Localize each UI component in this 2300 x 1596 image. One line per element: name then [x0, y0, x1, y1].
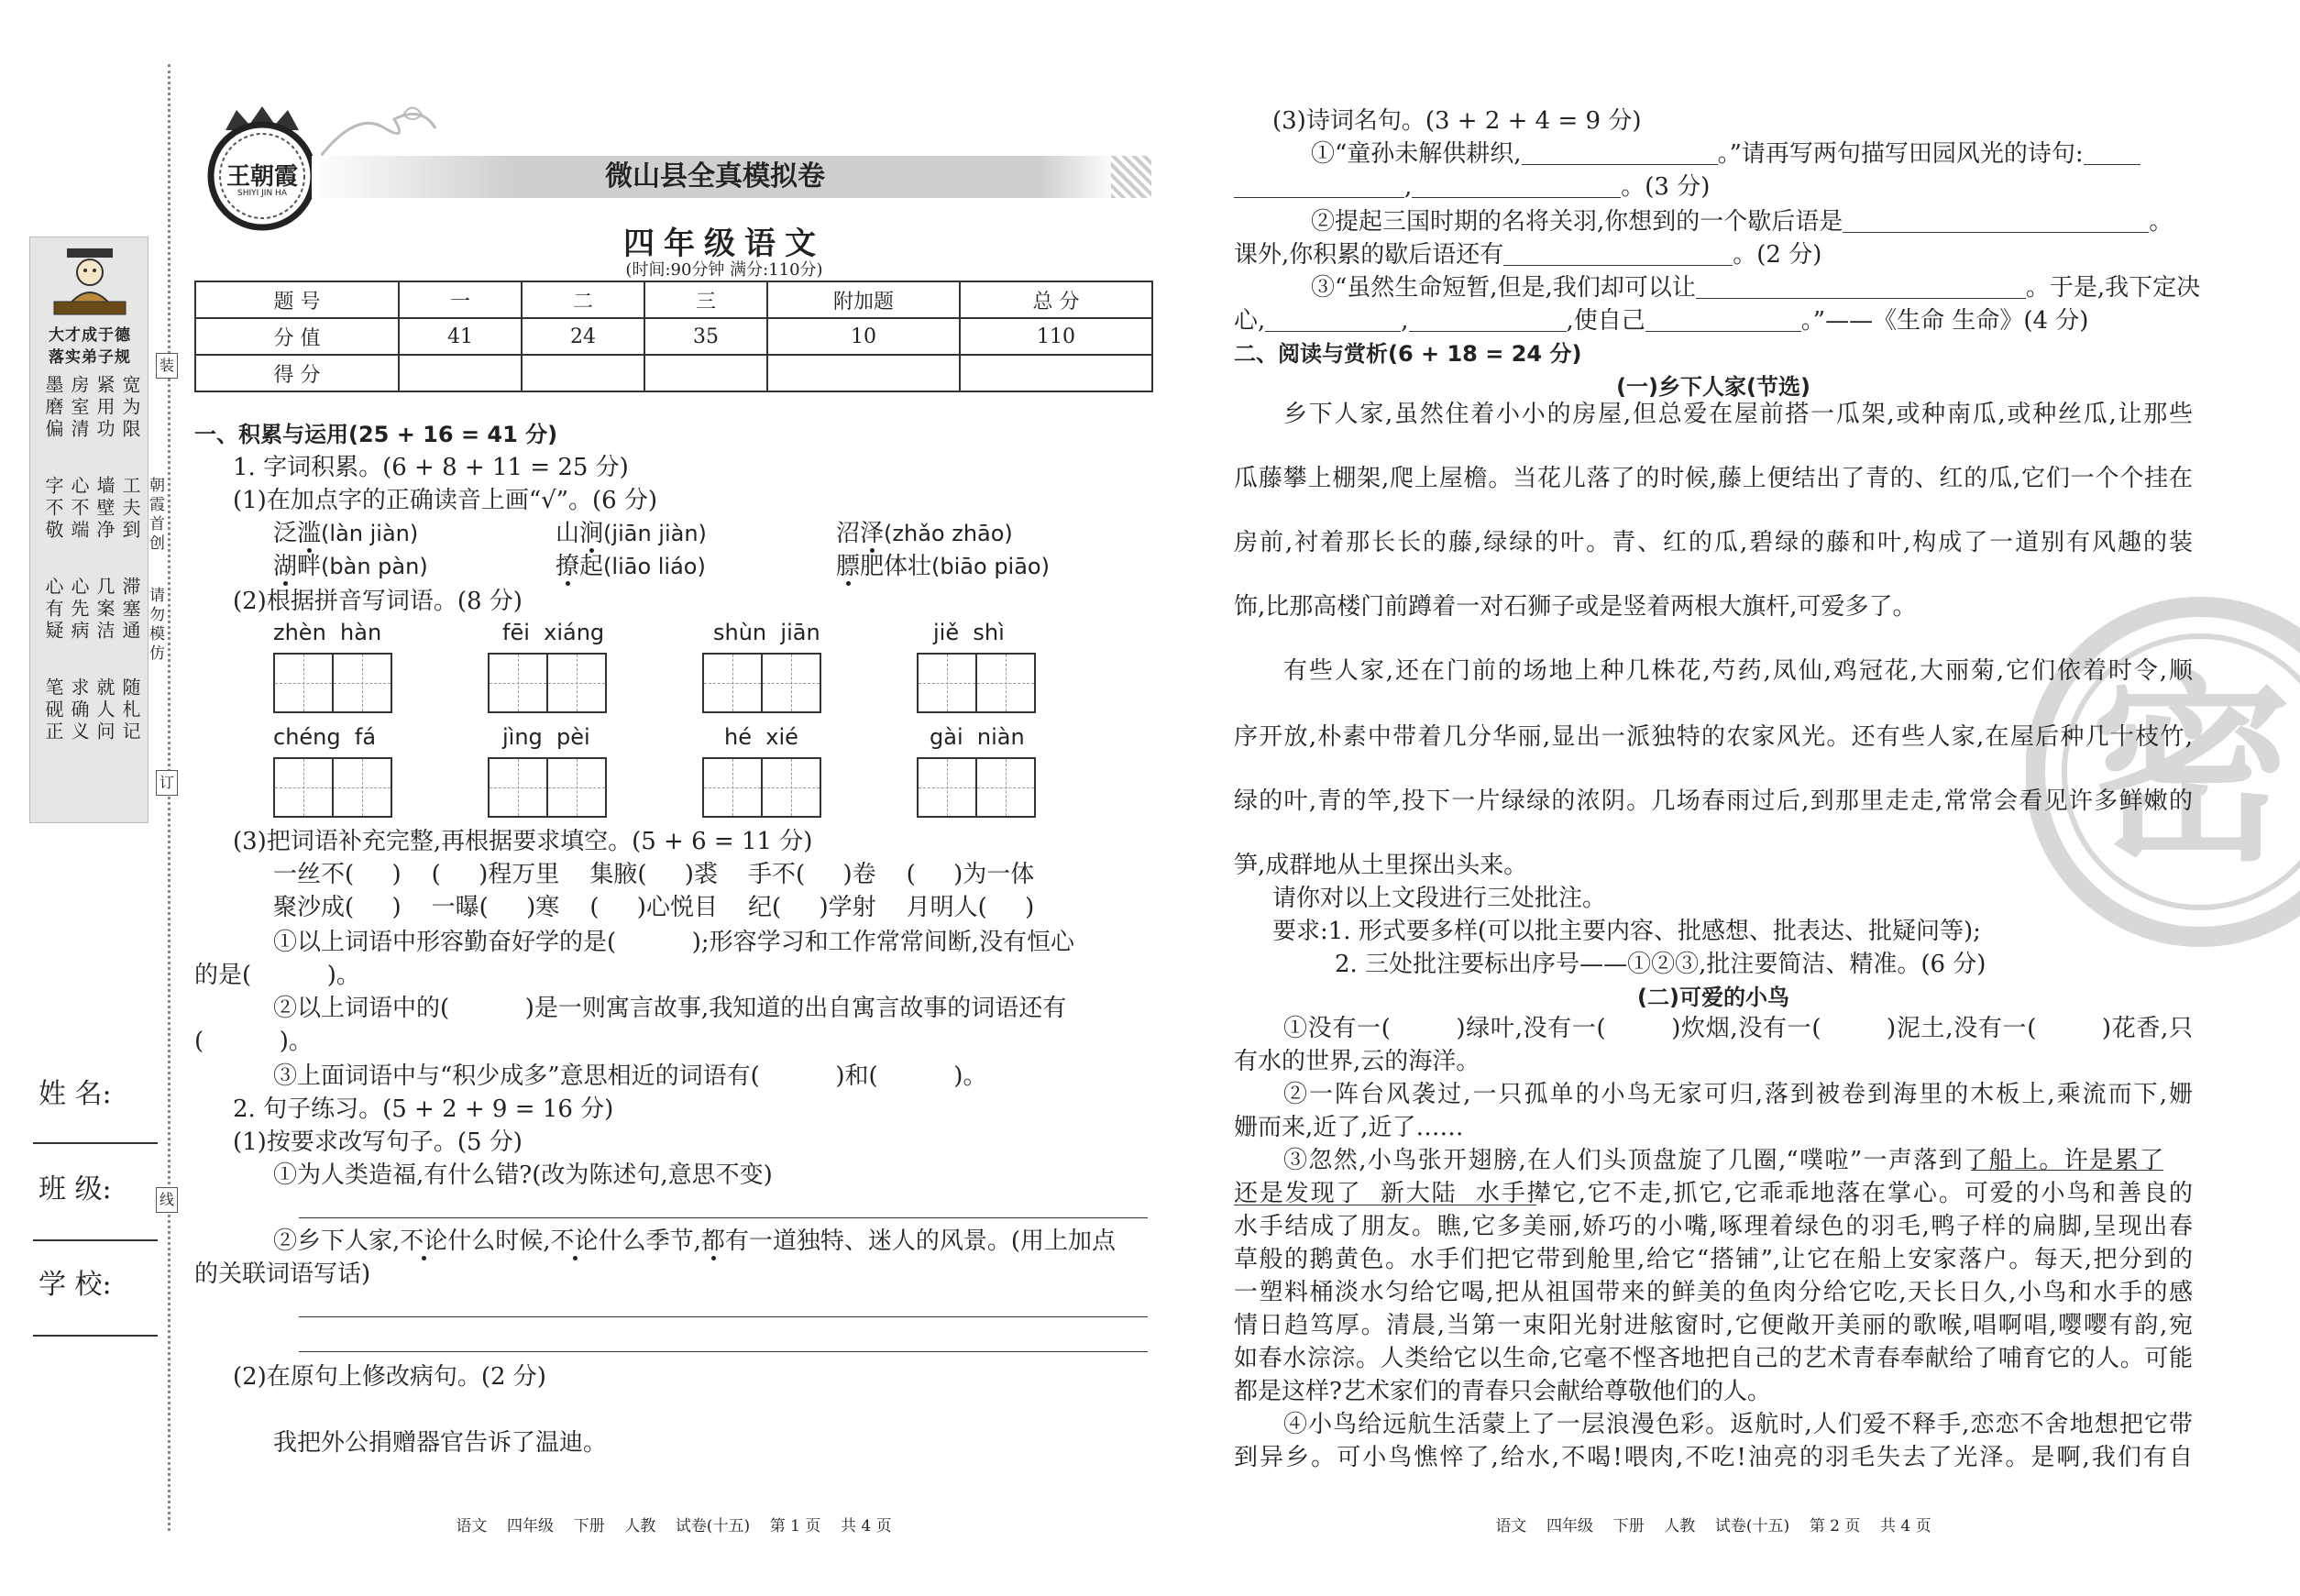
- q1-2-heading: (2)根据拼音写词语。(8 分): [233, 588, 523, 615]
- reading-line: 如春水淙淙。人类给它以生命,它毫不悭吝地把自己的艺术青春奉献给了哺育它的人。可能: [1234, 1345, 2193, 1372]
- page-footer: 语文 四年级 下册 人教 试卷(十五) 第 2 页 共 4 页: [1495, 1517, 1931, 1535]
- reading-line: ②一阵台风袭过,一只孤单的小鸟无家可归,落到被卷到海里的木板上,乘流而下,姗: [1283, 1081, 2193, 1108]
- class-field[interactable]: [33, 1239, 158, 1241]
- reading-line: 乡下人家,虽然住着小小的房屋,但总爱在屋前搭一瓜架,或种南瓜,或种丝瓜,让那些: [1283, 401, 2193, 428]
- answer-line[interactable]: [299, 1217, 1148, 1218]
- couplet: 房室清: [68, 375, 90, 441]
- q2-2-heading: (2)在原句上修改病句。(2 分): [233, 1363, 546, 1391]
- section-1-heading: 一、积累与运用(25 + 16 = 41 分): [194, 422, 558, 447]
- reading-line: 序开放,朴素中带着几分华丽,显出一派独特的农家风光。还有些人家,在屋后种几十枝竹,: [1234, 723, 2193, 751]
- poem-question-2b: 课外,你积累的歇后语还有 。(2 分): [1234, 241, 1822, 269]
- reading-line: 房前,衬着那长长的藤,绿绿的叶。青、红的瓜,碧绿的藤和叶,构成了一道别有风趣的装: [1234, 529, 2193, 556]
- reading-line: ④小鸟给远航生活蒙上了一层浪漫色彩。返航时,人们爱不释手,恋恋不舍地想把它带: [1283, 1411, 2193, 1438]
- logo-subtext: SHIYI JIN HA: [237, 189, 287, 198]
- pinyin-label: gài niàn: [930, 724, 1025, 750]
- writing-grid[interactable]: [917, 653, 1034, 713]
- motto-line-1: 大才成于德: [49, 326, 131, 345]
- watermark-char: 密: [2089, 651, 2292, 888]
- score-input-cell[interactable]: [767, 355, 960, 391]
- couplet: 求确义: [68, 677, 90, 743]
- couplet: 心先病: [68, 577, 90, 643]
- reading-line: 都是这样?艺术家们的青春只会献给尊敬他们的人。: [1234, 1378, 1771, 1405]
- binding-mark-line: 线: [156, 1187, 178, 1213]
- poem-question-3: ③“虽然生命短暂,但是,我们却可以让 。于是,我下定决: [1311, 274, 2201, 302]
- annotation-task: 请你对以上文段进行三处批注。: [1272, 885, 1607, 912]
- score-table-header: [195, 281, 1152, 318]
- couplet: 随札记: [119, 677, 141, 743]
- couplet: 心有疑: [42, 577, 64, 643]
- scholar-figure-icon: [47, 245, 133, 320]
- answer-blank[interactable]: [1412, 174, 1621, 198]
- reading-2-title: (二)可爱的小鸟: [1637, 985, 1789, 1010]
- reading-line: 绿的叶,青的竿,投下一片绿绿的浓阴。几场春雨过后,到那里走走,常常会看见许多鲜嫩的: [1234, 787, 2193, 815]
- sentence-task: ②乡下人家,不论什么时候,不论什么季节,都有一道独特、迷人的风景。(用上加点: [273, 1227, 1116, 1255]
- score-input-cell[interactable]: [644, 355, 767, 391]
- word-item: 山涧(jiān jiàn): [556, 520, 707, 547]
- couplet: 宽为限: [119, 375, 141, 441]
- couplet: 墨磨偏: [42, 375, 64, 441]
- time-info: (时间:90分钟 满分:110分): [625, 260, 823, 280]
- couplet: 心不端: [68, 476, 90, 542]
- motto-panel: [29, 237, 149, 823]
- couplet: 工夫到: [119, 476, 141, 542]
- table-cell: 二: [522, 281, 644, 318]
- score-input-cell[interactable]: [960, 355, 1152, 391]
- reading-line: 一塑料桶淡水匀给它喝,把从祖国带来的鲜美的鱼肉分给它吃,天长日久,小鸟和水手的感: [1234, 1279, 2193, 1306]
- reading-line: 姗而来,近了,近了……: [1234, 1114, 1464, 1141]
- reading-line: 瓜藤攀上棚架,爬上屋檐。当花儿落了的时候,藤上便结出了青的、红的瓜,它们一个个挂在: [1234, 465, 2193, 492]
- name-label: 姓 名:: [39, 1078, 112, 1110]
- subject-title: 四年级语文: [623, 226, 825, 262]
- pinyin-label: fēi xiáng: [502, 620, 605, 645]
- table-cell: 三: [644, 281, 767, 318]
- score-table: [194, 281, 1153, 392]
- idiom-line: 一丝不( ) ( )程万里 集腋( )裘 手不( )卷 ( )为一体: [273, 861, 1035, 888]
- binding-note-1: 朝霞首创: [146, 477, 164, 554]
- binding-dotted-line: [168, 64, 171, 1531]
- banner-pattern: [1111, 156, 1151, 198]
- score-input-cell[interactable]: [522, 355, 644, 391]
- writing-grid[interactable]: [917, 757, 1034, 818]
- fill-question: ②以上词语中的( )是一则寓言故事,我知道的出自寓言故事的词语还有: [273, 995, 1067, 1022]
- pinyin-label: zhèn hàn: [273, 620, 382, 645]
- school-label: 学 校:: [39, 1269, 112, 1301]
- class-label: 班 级:: [39, 1173, 112, 1205]
- answer-line[interactable]: [299, 1351, 1148, 1352]
- pinyin-label: jiě shì: [933, 620, 1005, 645]
- poem-question-2: ②提起三国时期的名将关羽,你想到的一个歇后语是 。: [1311, 208, 2173, 236]
- q2-1-heading: (1)按要求改写句子。(5 分): [233, 1128, 523, 1156]
- fill-question: ①以上词语中形容勤奋好学的是( );形容学习和工作常常间断,没有恒心: [273, 929, 1074, 956]
- table-cell: 一: [399, 281, 522, 318]
- reading-line: 还是发现了 新大陆 水手撵它,它不走,抓它,它乖乖地落在掌心。可爱的小鸟和善良的: [1234, 1180, 2193, 1207]
- poem-question-1: ①“童孙未解供耕织, 。”请再写两句描写田园风光的诗句:: [1311, 138, 2140, 171]
- table-cell: 附加题: [767, 281, 960, 318]
- word-item: 泛滥(làn jiàn): [273, 520, 419, 547]
- sentence-task: 的关联词语写话): [194, 1260, 371, 1288]
- binding-note-2: 请勿模仿: [146, 587, 164, 664]
- answer-blank[interactable]: [1409, 308, 1567, 332]
- sick-sentence: 我把外公捐赠器官告诉了温迪。: [273, 1429, 608, 1457]
- reading-line: 情日趋笃厚。清晨,当第一束阳光射进舷窗时,它便敞开美丽的歌喉,唱啊唱,嘤嘤有韵,宛: [1234, 1312, 2193, 1339]
- word-item: 膘肥体壮(biāo piāo): [836, 553, 1050, 580]
- sentence-task: ①为人类造福,有什么错?(改为陈述句,意思不变): [273, 1161, 773, 1189]
- answer-blank[interactable]: [1696, 275, 2026, 299]
- writing-grid[interactable]: [702, 653, 820, 713]
- table-cell: 35: [644, 318, 767, 355]
- reading-line: 饰,比那高楼门前蹲着一对石狮子或是竖着两根大旗杆,可爱多了。: [1234, 593, 1917, 621]
- poem-question-1b: , 。(3 分): [1234, 171, 1710, 204]
- q1-heading: 1. 字词积累。(6 + 8 + 11 = 25 分): [233, 454, 629, 481]
- couplet: 墙壁净: [94, 476, 116, 542]
- pinyin-label: chéng fá: [273, 724, 377, 750]
- answer-blank[interactable]: [1234, 174, 1404, 198]
- writing-grid[interactable]: [273, 757, 391, 818]
- writing-grid[interactable]: [273, 653, 391, 713]
- writing-grid[interactable]: [702, 757, 820, 818]
- q1-3-heading: (3)把词语补充完整,再根据要求填空。(5 + 6 = 11 分): [233, 828, 813, 855]
- couplet: 几案洁: [94, 577, 116, 643]
- table-cell: 得 分: [195, 355, 399, 391]
- motto-line-2: 落实弟子规: [49, 348, 131, 367]
- q2-heading: 2. 句子练习。(5 + 2 + 9 = 16 分): [233, 1095, 614, 1123]
- word-item: 湖畔(bàn pàn): [273, 553, 428, 580]
- table-cell: 110: [960, 318, 1152, 355]
- answer-blank[interactable]: [1522, 141, 1718, 165]
- score-table-values: [195, 318, 1152, 355]
- couplet: 紧用功: [94, 375, 116, 441]
- answer-line[interactable]: [1971, 1170, 2163, 1171]
- section-2-heading: 二、阅读与赏析(6 + 18 = 24 分): [1234, 341, 1582, 367]
- answer-blank[interactable]: [1645, 308, 1801, 332]
- motto-couplets: [38, 375, 142, 815]
- writing-grid[interactable]: [488, 653, 605, 713]
- couplet: 字不敬: [42, 476, 64, 542]
- table-cell: 41: [399, 318, 522, 355]
- score-input-cell[interactable]: [399, 355, 522, 391]
- fill-question: ③上面词语中与“积少成多”意思相近的词语有( )和( )。: [273, 1062, 987, 1090]
- fill-question: 的是( )。: [194, 962, 360, 989]
- table-cell: 总 分: [960, 281, 1152, 318]
- couplet: 笔砚正: [42, 677, 64, 743]
- reading-line: 有些人家,还在门前的场地上种几株花,芍药,凤仙,鸡冠花,大丽菊,它们依着时令,顺: [1283, 657, 2193, 685]
- table-cell: 分 值: [195, 318, 399, 355]
- table-cell: 24: [522, 318, 644, 355]
- pinyin-label: jìng pèi: [502, 724, 590, 750]
- fill-question: ( )。: [194, 1028, 313, 1055]
- pinyin-label: shùn jiān: [713, 620, 820, 645]
- word-item: 撩起(liāo liáo): [556, 553, 706, 580]
- writing-grid[interactable]: [488, 757, 605, 818]
- reading-line: ③忽然,小鸟张开翅膀,在人们头顶盘旋了几圈,“噗啦”一声落到了船上。许是累了: [1283, 1147, 2163, 1174]
- school-field[interactable]: [33, 1335, 158, 1337]
- answer-blank[interactable]: [2084, 141, 2140, 165]
- pinyin-label: hé xié: [724, 724, 798, 750]
- answer-blank[interactable]: [1265, 308, 1401, 332]
- couplet: 就人问: [94, 677, 116, 743]
- reading-line: 水手结成了朋友。瞧,它多美丽,娇巧的小嘴,啄理着绿色的羽毛,鸭子样的扁脚,呈现出春: [1234, 1213, 2193, 1240]
- idiom-line: 聚沙成( ) 一曝( )寒 ( )心悦目 纪( )学射 月明人( ): [273, 894, 1035, 921]
- answer-blank[interactable]: [1843, 209, 2149, 233]
- binding-mark-order: 订: [156, 770, 178, 796]
- name-field[interactable]: [33, 1142, 158, 1144]
- reading-line: ①没有一( )绿叶,没有一( )炊烟,没有一( )泥土,没有一( )花香,只: [1283, 1015, 2193, 1042]
- reading-line: 草般的鹅黄色。水手们把它带到舱里,给它“搭铺”,让它在船上安家落户。每天,把分到的: [1234, 1246, 2193, 1273]
- couplet: 滞塞通: [119, 577, 141, 643]
- word-item: 沼泽(zhǎo zhāo): [836, 520, 1013, 547]
- score-table-score-row: [195, 355, 1152, 391]
- table-cell: 题 号: [195, 281, 399, 318]
- reading-line: 有水的世界,云的海洋。: [1234, 1048, 1480, 1075]
- banner-title: 微山县全真模拟卷: [605, 160, 825, 193]
- poem-question-3b: 心, , ,使自己 。”——《生命 生命》(4 分): [1234, 307, 2089, 335]
- annotation-requirement: 2. 三处批注要标出序号——①②③,批注要简洁、精准。(6 分): [1335, 951, 1986, 978]
- reading-1-title: (一)乡下人家(节选): [1616, 374, 1810, 400]
- binding-mark-seal: 装: [156, 353, 178, 379]
- q3-heading: (3)诗词名句。(3 + 2 + 4 = 9 分): [1272, 107, 1642, 135]
- page-footer: 语文 四年级 下册 人教 试卷(十五) 第 1 页 共 4 页: [456, 1517, 892, 1535]
- answer-line[interactable]: [299, 1316, 1148, 1317]
- reading-line: 笋,成群地从土里探出头来。: [1234, 852, 1528, 879]
- table-cell: 10: [767, 318, 960, 355]
- logo-text: 王朝霞: [226, 163, 298, 191]
- answer-blank[interactable]: [1503, 242, 1733, 266]
- annotation-requirement: 要求:1. 形式要多样(可以批主要内容、批感想、批表达、批疑问等);: [1272, 918, 1981, 945]
- reading-line: 到异乡。可小鸟憔悴了,给水,不喝!喂肉,不吃!油亮的羽毛失去了光泽。是啊,我们有自: [1234, 1444, 2193, 1471]
- q1-1-heading: (1)在加点字的正确读音上画“√”。(6 分): [233, 487, 658, 514]
